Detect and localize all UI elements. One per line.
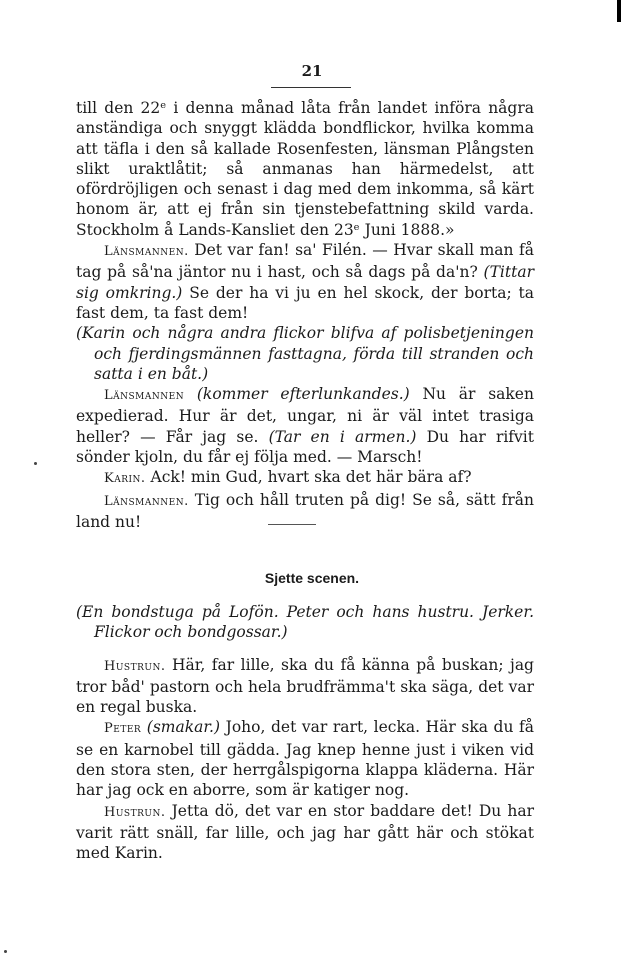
dialogue-text: Joho, det var rart, lecka. Här ska du få se en karnobel till gädda. Jag knep henne just i viken vid den stora sten, der herrgålspigorna klappa kläderna. Här har jag ock en aborre, som är katiger nog. xyxy=(76,718,534,800)
speaker-name: Hustrun. xyxy=(104,658,166,674)
dialogue-lansmannen-2 xyxy=(76,384,534,467)
header-rule xyxy=(271,87,351,88)
scene-stage-direction: (En bondstuga på Lofön. Peter och hans hustru. Jerker. Flickor och bondgossar.) xyxy=(76,603,534,642)
decree-paragraph: till den 22ᵉ i denna månad låta från landet införa några anständiga och snyggt klädda bondflickor, hvilka komma att täfla i den så kallade Rosenfesten, länsman Plångsten slikt uraktlåtit; så anmanas han härmedelst, att ofördröjligen och senast i dag med dem inkomma, så kärt honom är, att ej från sin tjenstebefattning skild varda. Stockholm å Lands-Kansliet den 23ᵉ Juni 1888.» xyxy=(76,99,534,239)
dialogue-text: Det var fan! sa' Filén. — Hvar skall man få tag på så'na jäntor nu i hast, och så dags på da'n? xyxy=(76,241,534,282)
dialogue-lansmannen-1 xyxy=(76,240,534,323)
dialogue-lansmannen-3 xyxy=(76,490,534,533)
speaker-name: Peter xyxy=(104,721,142,737)
dialogue-text: Jetta dö, det var en stor baddare det! Du har varit rätt snäll, far lille, och jag har gått här och stökat med Karin. xyxy=(76,801,534,863)
dialogue-text: Se der ha vi ju en hel skock, der borta; ta fast dem, ta fast dem! xyxy=(76,283,534,322)
dialogue-hustrun-1 xyxy=(76,655,534,718)
scene-heading: Sjette scenen. xyxy=(264,570,360,586)
speaker-name: Länsmannen. xyxy=(104,244,189,260)
scan-speck xyxy=(34,462,37,465)
dialogue-karin xyxy=(76,467,534,489)
speaker-name: Länsmannen. xyxy=(104,493,189,509)
speaker-name: Länsmannen xyxy=(104,388,185,404)
stage-direction: (kommer efterlunkandes.) xyxy=(196,385,410,404)
dialogue-text: Ack! min Gud, hvart ska det här bära af? xyxy=(150,468,472,487)
dialogue-text: Tig och håll truten på dig! Se så, sätt från land nu! xyxy=(76,490,534,531)
speaker-name: Karin. xyxy=(104,471,146,487)
speaker-name: Hustrun. xyxy=(104,804,166,820)
dialogue-text: Här, far lille, ska du få känna på buskan; jag tror båd' pastorn och hela brudfrämma't ska säga, det var en regal buska. xyxy=(76,655,534,717)
dialogue-text: Du har rifvit sönder kjoln, du får ej följa med. — Marsch! xyxy=(76,427,534,467)
stage-direction: (smakar.) xyxy=(146,718,221,737)
dialogue-hustrun-2 xyxy=(76,801,534,864)
dialogue-peter xyxy=(76,717,534,800)
stage-direction: (Tittar sig omkring.) xyxy=(76,263,534,302)
stage-direction-karin: (Karin och några andra flickor blifva af polisbetjeningen och fjerdingsmännen fasttagna, förda till stranden och satta i en båt.) xyxy=(76,324,534,383)
page-number: 21 xyxy=(301,62,323,80)
scene-text-block xyxy=(76,602,534,864)
stage-direction: (Tar en i armen.) xyxy=(268,427,417,446)
dialogue-text: Nu är saken expedierad. Hur är det, ungar, ni är väl intet trasiga heller? — Får jag se. xyxy=(76,385,534,446)
scan-speck xyxy=(4,950,7,953)
scan-edge-mark xyxy=(617,0,621,22)
section-separator xyxy=(268,524,316,525)
upper-text-block xyxy=(76,98,534,532)
